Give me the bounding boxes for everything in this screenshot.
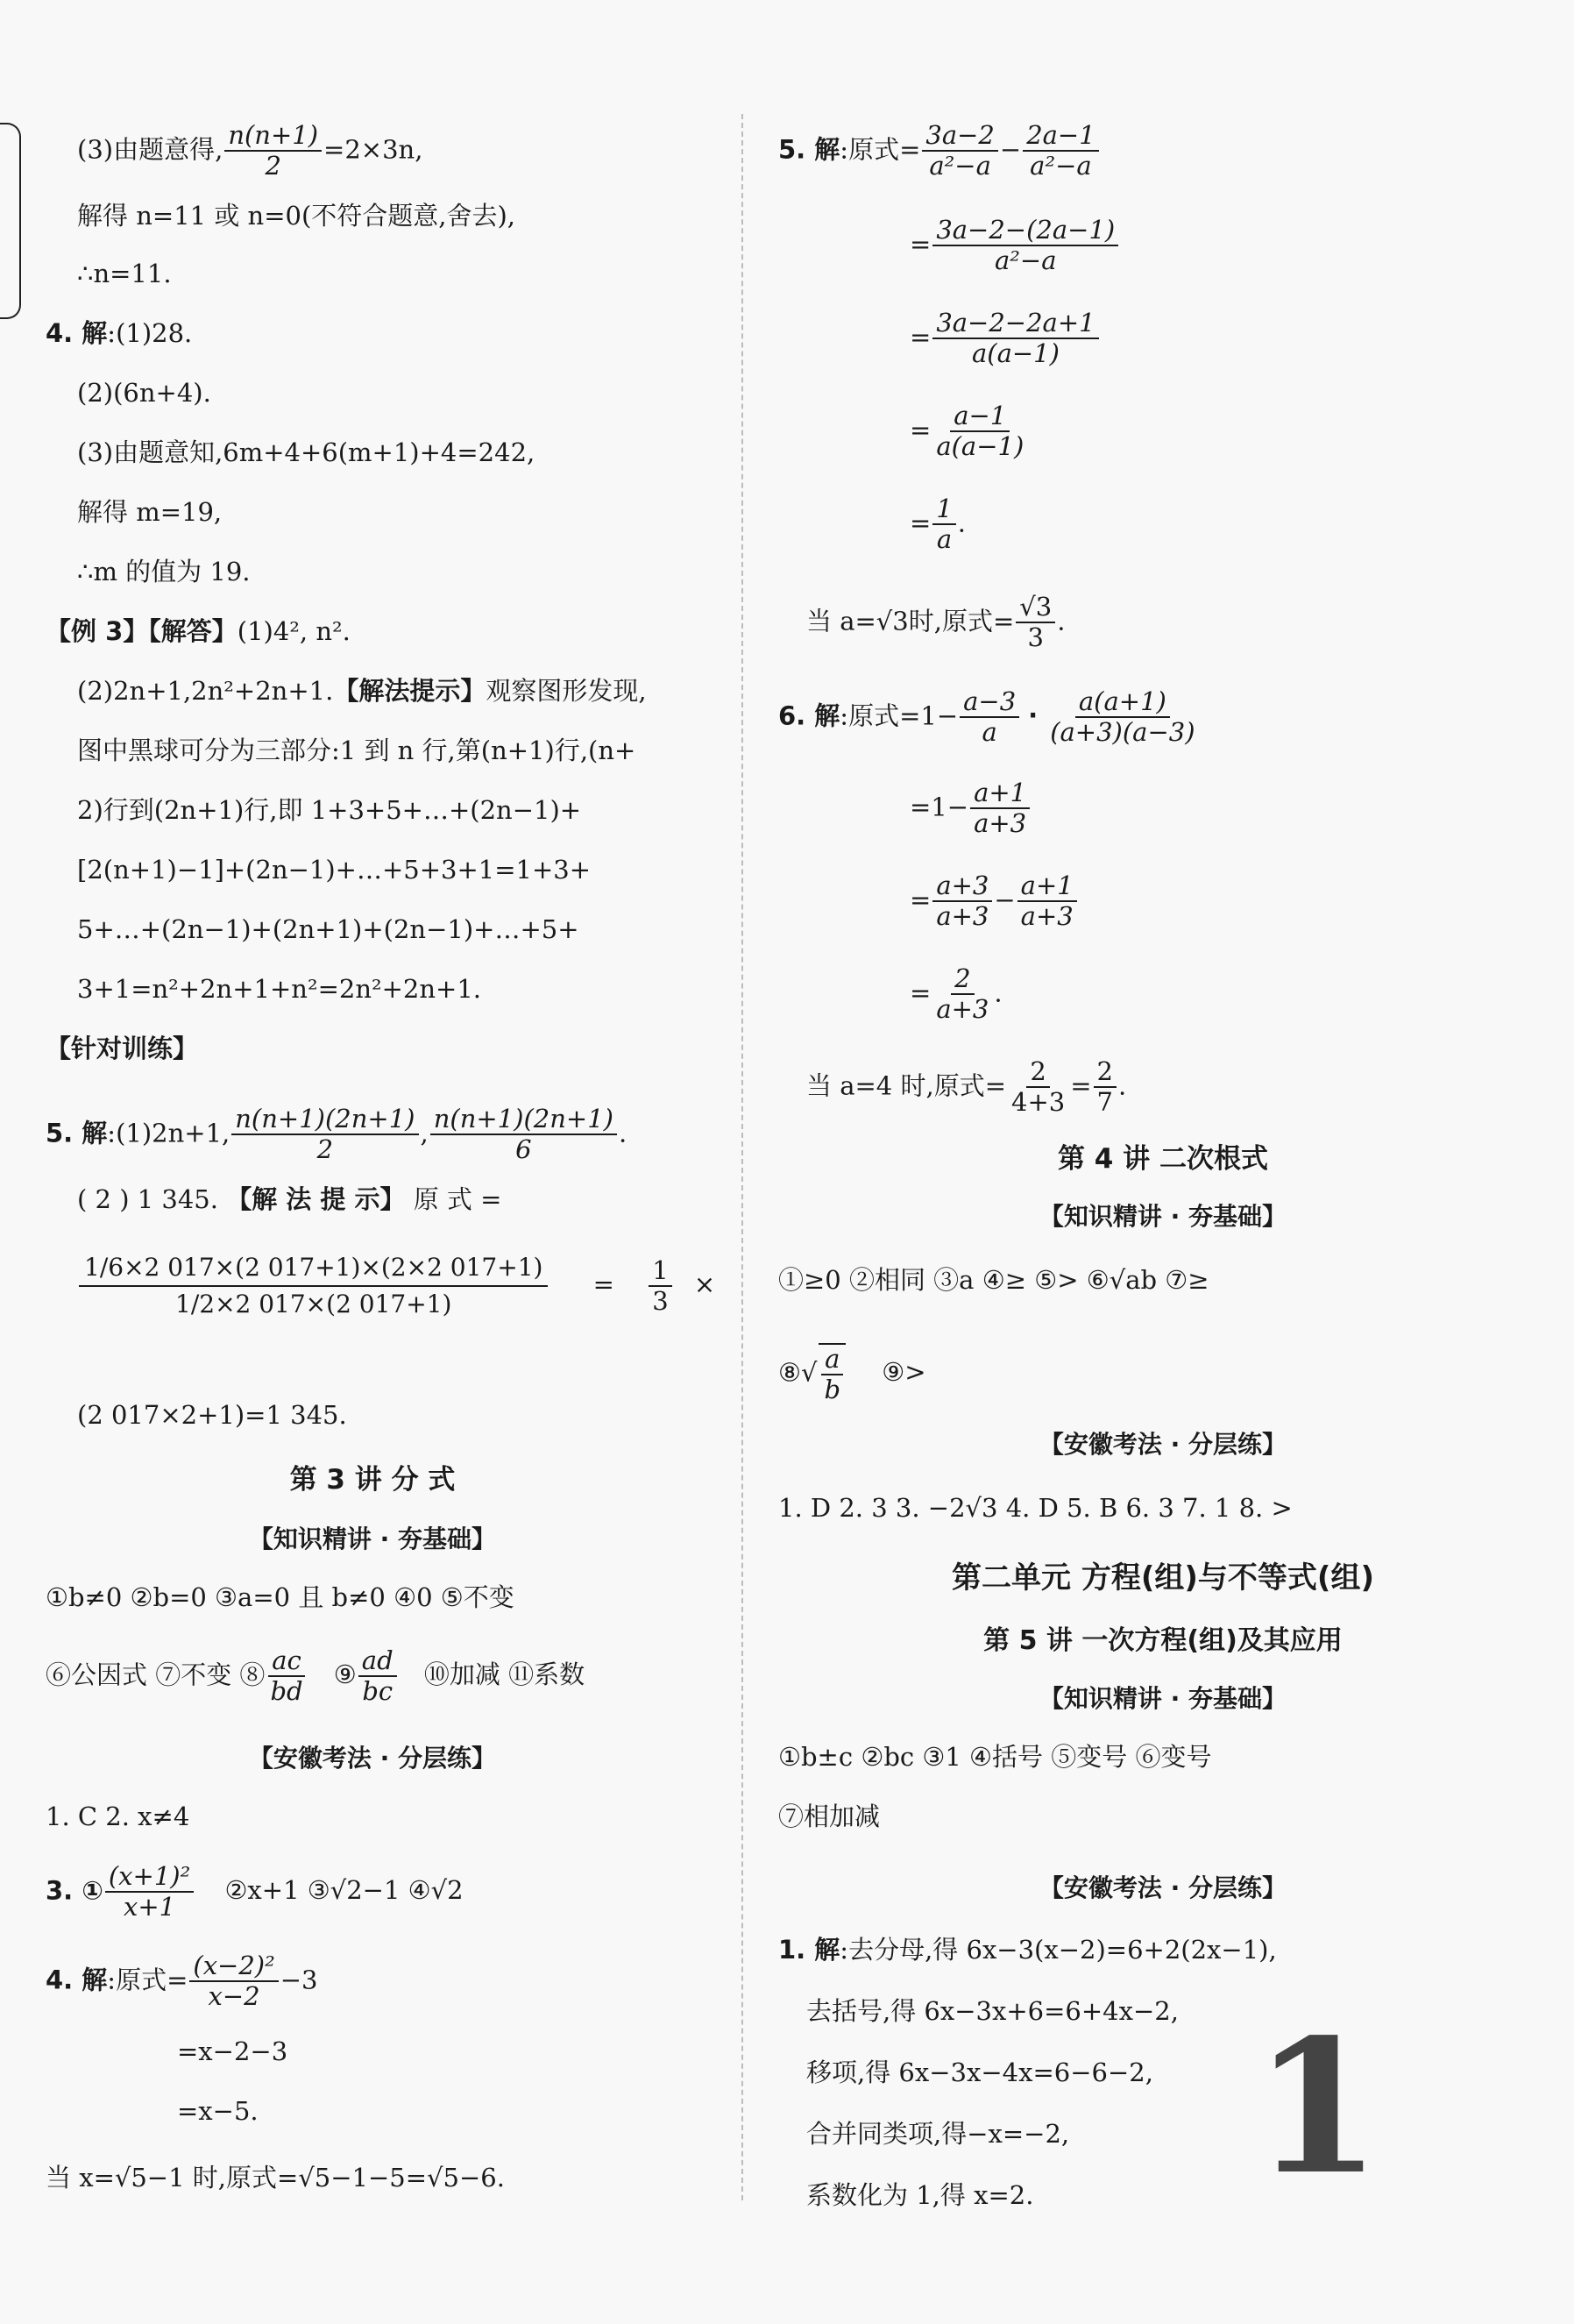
section4-answers-3: 1. D 2. 3 3. −2√3 4. D 5. B 6. 3 7. 1 8. >: [778, 1493, 1293, 1523]
section5-answers-1: ①b±c ②bc ③1 ④括号 ⑤变号 ⑥变号: [778, 1742, 1212, 1772]
q5-end: (2 017×2+1)=1 345.: [77, 1400, 347, 1430]
r6-step2: =1− $\frac{a+1}{a+3}$: [910, 778, 1032, 839]
fraction: $\frac{a+1}{a+3}$: [970, 778, 1030, 839]
q4-4: 解得 m=19,: [77, 497, 223, 527]
section4-title: 第 4 讲 二次根式: [1058, 1143, 1268, 1175]
r5-step2: = $\frac{3a-2-(2a-1)}{\text{a²−a}}$: [910, 216, 1120, 276]
text: (3)由题意得,: [77, 134, 223, 165]
section5-subheading-1: 【知识精讲 · 夯基础】: [1039, 1684, 1287, 1713]
p3-result: ∴n=11.: [77, 259, 172, 288]
page-edge-tab: [0, 123, 21, 319]
fraction: $\frac{\text{(x−2)²}}{x-2}$: [189, 1951, 278, 2012]
unit2-title: 第二单元 方程(组)与不等式(组): [952, 1560, 1374, 1596]
fraction: $\frac{n(n+1)(2n+1)}{6}$: [430, 1105, 617, 1165]
q4-3: (3)由题意知,6m+4+6(m+1)+4=242,: [77, 437, 535, 467]
p3-line: [77, 121, 422, 181]
fraction: $\frac{a-3}{a}$: [960, 687, 1019, 748]
r6-line: 6. 解:原式=1− $\frac{a-3}{a}$ · $\frac{a(a+1)}{(a+3)(a-3)}$: [778, 687, 1201, 748]
fraction: $\frac{ad}{bc}$: [358, 1646, 397, 1707]
fraction: $\frac{a(a+1)}{(a+3)(a-3)}$: [1050, 686, 1195, 748]
fraction: $\frac{3a-2}{\text{a²−a}}$: [922, 121, 998, 181]
fraction: $\frac{2}{7}$: [1094, 1057, 1117, 1118]
section3-answers-2: ⑥公因式 ⑦不变 ⑧ $\frac{ac}{bd}$ ⑨ $\frac{ad}{bc}$ ⑩加减 ⑪系数: [46, 1645, 585, 1707]
page-number: 1: [1253, 1999, 1382, 2215]
p3-solve: 解得 n=11 或 n=0(不符合题意,舍去),: [77, 201, 516, 231]
fraction: $\frac{1/6\times 2 017\times(2 017+1)\times(2\times 2 017+1)}{1/2\times 2 017\times(2 017+1)}$: [79, 1254, 548, 1318]
fraction: $\frac{2}{a+3}$: [936, 963, 989, 1025]
r6-step4: = $\frac{2}{a+3}$ .: [910, 963, 1003, 1025]
section5-subheading-2: 【安徽考法 · 分层练】: [1039, 1873, 1287, 1902]
section4-answers-2: ⑧√ $\frac{a}{b}$ ⑨>: [778, 1344, 926, 1405]
fraction: $\frac{n(n+1)(2n+1)}{2}$: [231, 1105, 418, 1165]
fraction: $\frac{2}{4+3}$: [1011, 1056, 1066, 1118]
s3-q4-step2: =x−2−3: [177, 2036, 288, 2066]
section4-subheading-1: 【知识精讲 · 夯基础】: [1039, 1202, 1287, 1231]
q4-5: ∴m 的值为 19.: [77, 557, 251, 586]
example3-5: [2(n+1)−1]+(2n−1)+…+5+3+1=1+3+: [77, 855, 592, 885]
s3-q4-when: 当 x=√5−1 时,原式=√5−1−5=√5−6.: [46, 2163, 505, 2193]
fraction: $\frac{a+1}{a+3}$: [1017, 871, 1077, 932]
example3-4: 2)行到(2n+1)行,即 1+3+5+…+(2n−1)+: [77, 795, 582, 825]
section3-answers-1: ①b≠0 ②b=0 ③a=0 且 b≠0 ④0 ⑤不变: [46, 1582, 514, 1612]
section4-answers-1: ①≥0 ②相同 ③a ④≥ ⑤> ⑥√ab ⑦≥: [778, 1265, 1209, 1295]
fraction: $\frac{a+3}{a+3}$: [932, 871, 992, 932]
example3-3: 图中黑球可分为三部分:1 到 n 行,第(n+1)行,(n+: [77, 736, 636, 765]
s3-q1: 1. C 2. x≠4: [46, 1802, 190, 1831]
section4-subheading-2: 【安徽考法 · 分层练】: [1039, 1430, 1287, 1459]
s3-q4-step3: =x−5.: [177, 2096, 259, 2126]
section5-answers-2: ⑦相加减: [778, 1802, 881, 1831]
s5-q1: 1. 解:去分母,得 6x−3(x−2)=6+2(2x−1),: [778, 1935, 1277, 1965]
q5-big-fraction: $\frac{1/6\times 2 017\times(2 017+1)\times(2\times 2 017+1)}{1/2\times 2 017\times(2 017+1)}$ = $\frac{1}{3}$ ×: [77, 1254, 715, 1318]
training-heading: 【针对训练】: [46, 1034, 199, 1063]
fraction: $\frac{a-1}{a(a-1)}$: [936, 401, 1025, 462]
fraction: $\frac{\text{(x+1)²}}{x+1}$: [105, 1862, 194, 1922]
example3-6: 5+…+(2n−1)+(2n+1)+(2n−1)+…+5+: [77, 914, 579, 944]
section3-subheading-2: 【安徽考法 · 分层练】: [248, 1744, 497, 1773]
section3-subheading-1: 【知识精讲 · 夯基础】: [248, 1524, 497, 1553]
q4-line: 4. 解:(1)28.: [46, 318, 193, 348]
example3-2: (2)2n+1,2n²+2n+1.【解法提示】观察图形发现,: [77, 676, 647, 706]
s3-q3: 3. ① $\frac{\text{(x+1)²}}{x+1}$ ②x+1 ③√2−1 ④√2: [46, 1861, 464, 1922]
s5-q1-step5: 系数化为 1,得 x=2.: [806, 2180, 1034, 2210]
r5-line: 5. 解:原式= $\frac{3a-2}{\text{a²−a}}$ − $\frac{2a-1}{\text{a²−a}}$: [778, 121, 1101, 181]
example3-line: 【例 3】【解答】(1)4², n².: [46, 616, 351, 646]
section3-title: 第 3 讲 分 式: [289, 1464, 456, 1496]
r5-when: 当 a=√3时,原式= $\frac{√3}{3}$ .: [806, 592, 1066, 653]
s5-q1-step2: 去括号,得 6x−3x+6=6+4x−2,: [806, 1996, 1179, 2026]
fraction: $\frac{3a-2-(2a-1)}{\text{a²−a}}$: [932, 216, 1118, 276]
q5-2: ( 2 ) 1 345. 【解 法 提 示】 原 式 =: [77, 1184, 502, 1214]
s5-q1-step3: 移项,得 6x−3x−4x=6−6−2,: [806, 2057, 1153, 2087]
example3-7: 3+1=n²+2n+1+n²=2n²+2n+1.: [77, 974, 482, 1004]
r5-step4: = $\frac{a-1}{a(a-1)}$: [910, 402, 1029, 462]
column-divider: [741, 114, 743, 2200]
s5-q1-step4: 合并同类项,得−x=−2,: [806, 2119, 1070, 2149]
fraction: $\frac{1}{3}$: [649, 1256, 671, 1317]
r6-when: 当 a=4 时,原式= $\frac{2}{4+3}$ = $\frac{2}{7}$ .: [806, 1056, 1127, 1118]
text: =2×3n,: [323, 134, 423, 165]
q4-2: (2)(6n+4).: [77, 378, 211, 408]
fraction: $\frac{1}{a}$: [932, 494, 955, 555]
fraction: $\frac{ac}{bd}$: [266, 1646, 306, 1707]
fraction: $\frac{3a-2-2a+1}{a(a-1)}$: [932, 309, 1098, 369]
fraction: $\frac{√3}{3}$: [1016, 593, 1055, 653]
r5-step3: = $\frac{3a-2-2a+1}{a(a-1)}$: [910, 309, 1101, 369]
fraction: $\frac{2a-1}{\text{a²−a}}$: [1023, 121, 1099, 181]
r5-step5: = $\frac{1}{a}$ .: [910, 494, 966, 555]
r6-step3: = $\frac{a+3}{a+3}$ − $\frac{a+1}{a+3}$: [910, 871, 1079, 932]
s3-q4: 4. 解:原式= $\frac{\text{(x−2)²}}{x-2}$ −3: [46, 1951, 318, 2012]
fraction: $\frac{n(n+1)}{2}$: [224, 121, 322, 181]
q5-line: 5. 解:(1)2n+1, $\frac{n(n+1)(2n+1)}{2}$ , $\frac{n(n+1)(2n+1)}{6}$ .: [46, 1104, 627, 1165]
fraction: $\frac{a}{b}$: [819, 1343, 846, 1405]
section5-title: 第 5 讲 一次方程(组)及其应用: [983, 1625, 1343, 1656]
